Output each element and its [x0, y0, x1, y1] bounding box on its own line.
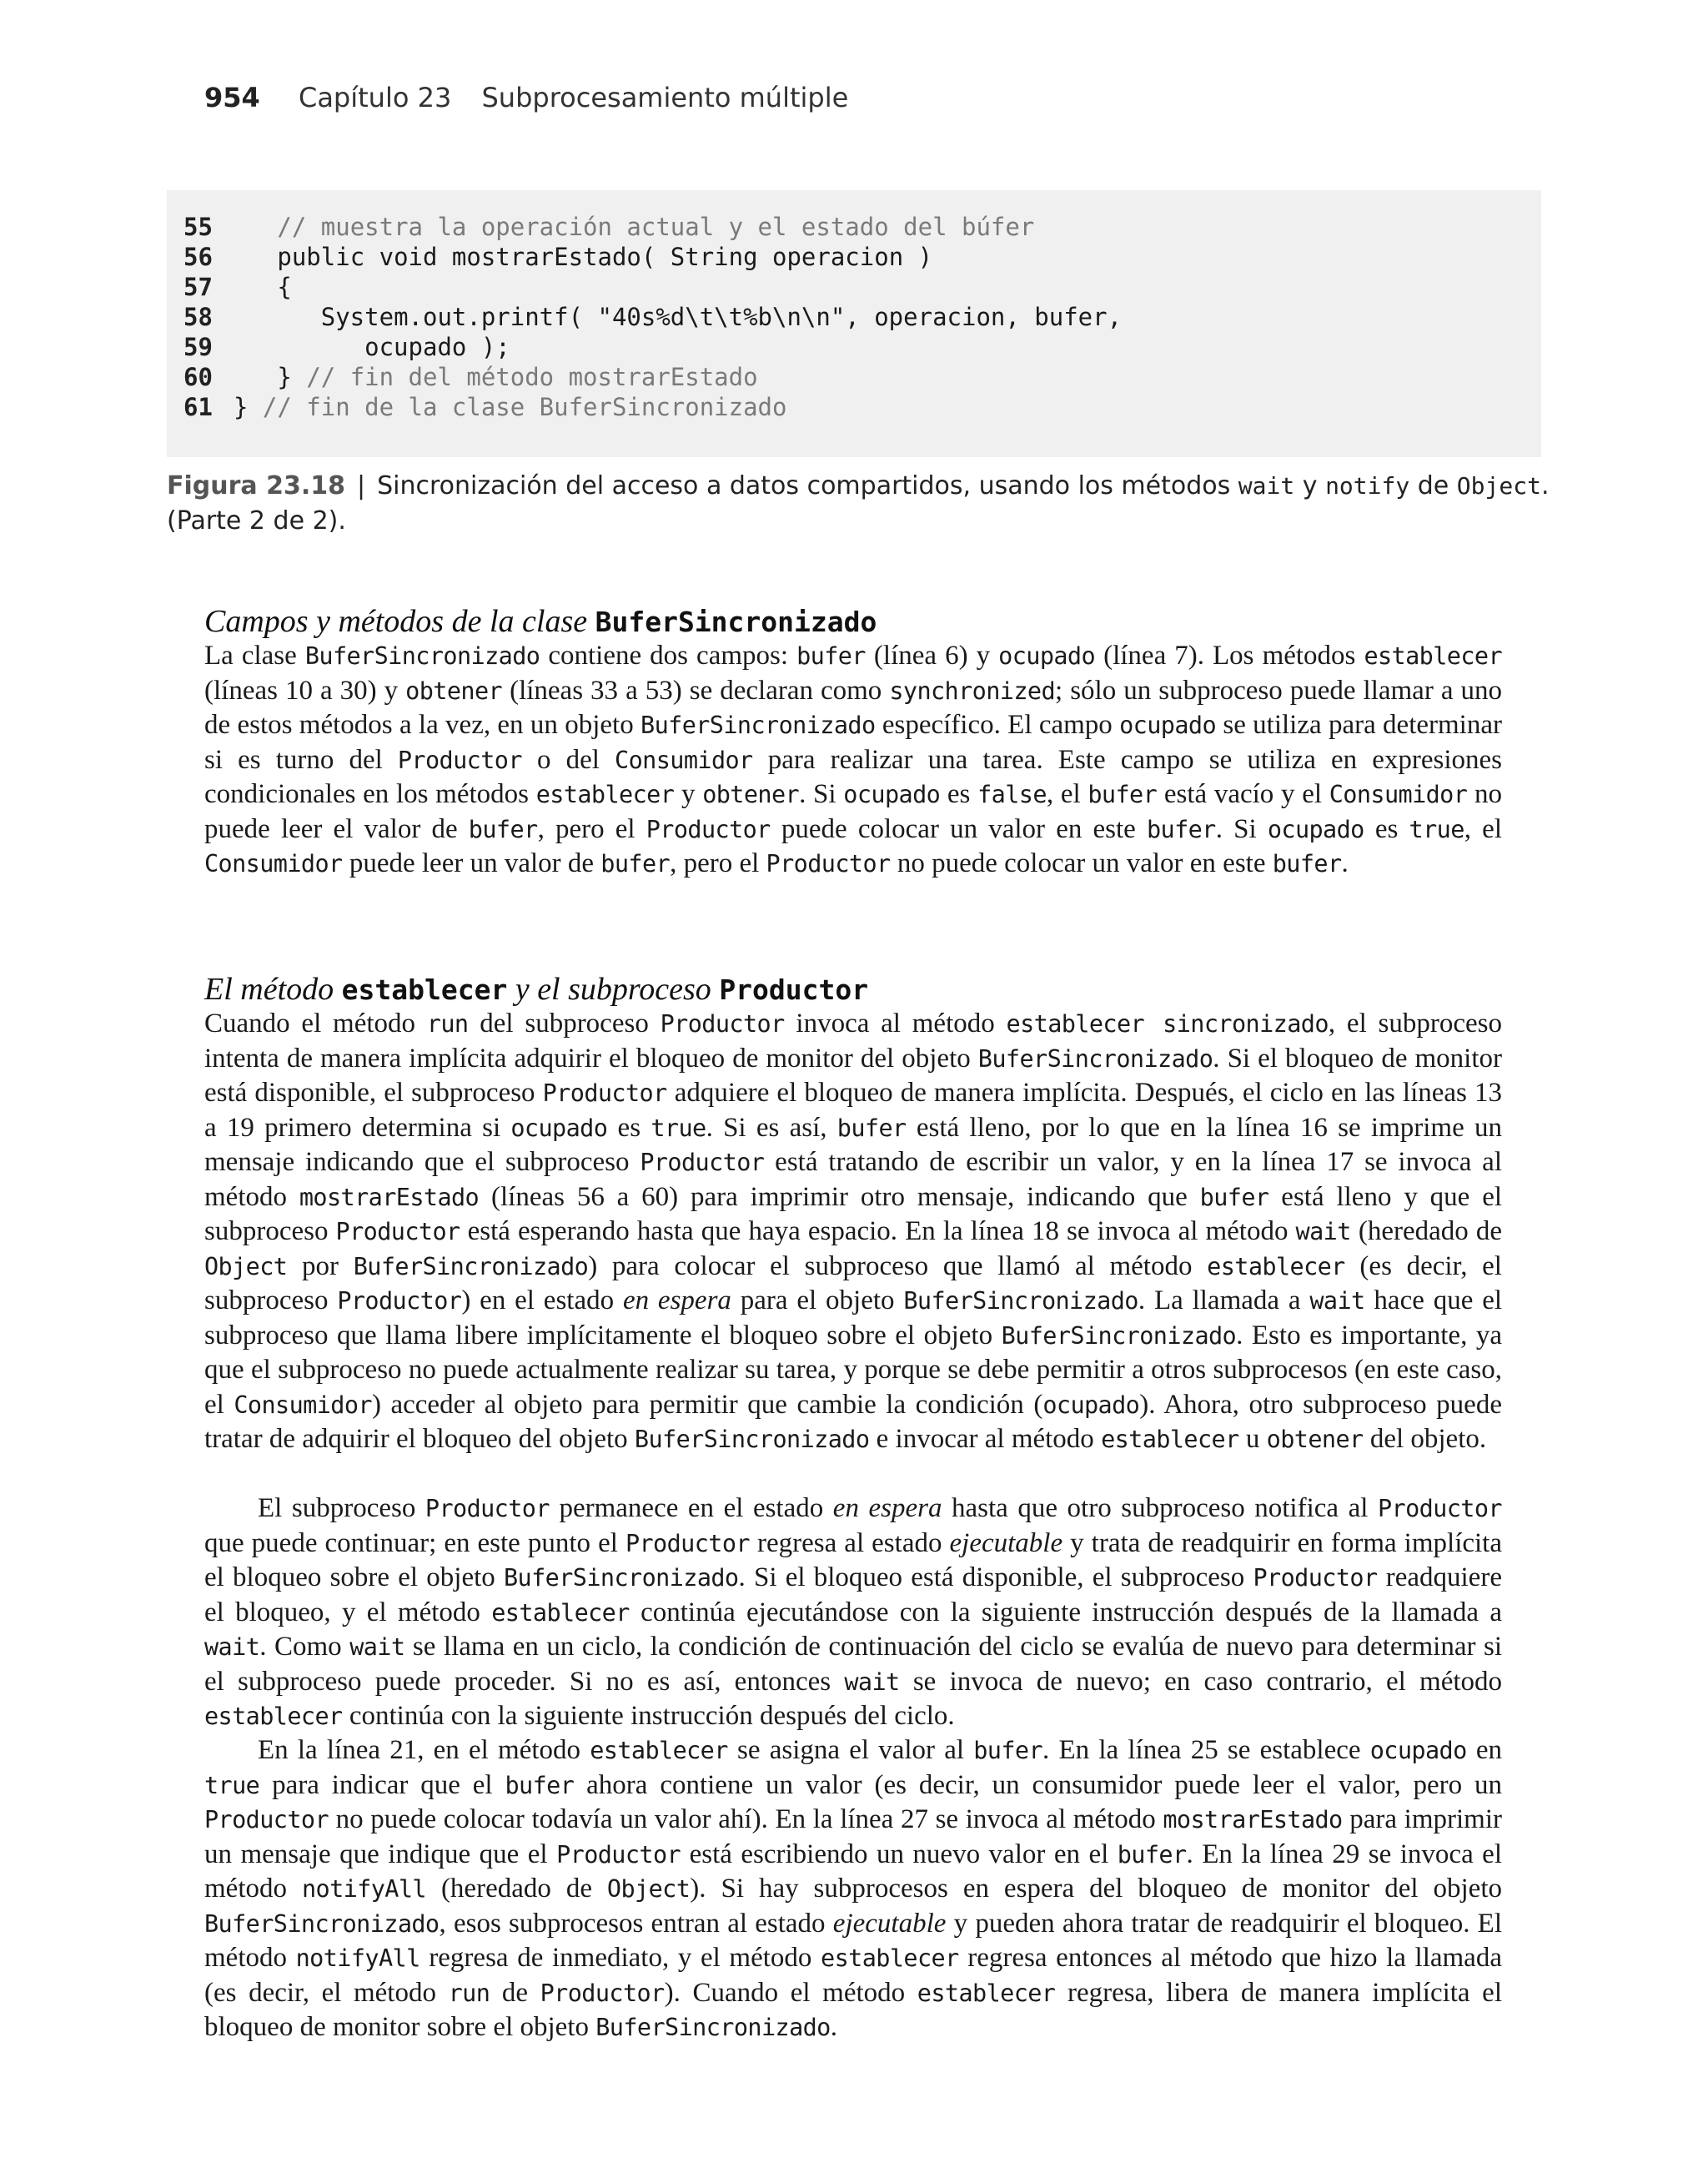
line-number: 55: [183, 213, 213, 241]
inline-code: Productor: [1377, 1495, 1502, 1522]
inline-code: ocupado: [1369, 1737, 1467, 1764]
code-comment: // muestra la operación actual y el estado del búfer: [277, 213, 1035, 241]
inline-code: Productor: [335, 1218, 460, 1245]
text-run: ahora contiene un valor (es decir, un consumidor puede leer el valor, pero un: [574, 1769, 1502, 1800]
inline-code: bufer: [796, 642, 866, 670]
inline-code: BuferSincronizado: [353, 1252, 589, 1280]
text-run: está vacío y el: [1157, 779, 1329, 809]
text-run: , pero el: [670, 848, 766, 878]
inline-code: establecer: [1207, 1252, 1345, 1280]
inline-code: obtener: [405, 677, 503, 705]
text-run: ) acceder al objeto para permitir que cambie la condición (: [371, 1389, 1043, 1420]
line-number: 60: [183, 363, 213, 391]
code-line: [183, 362, 758, 392]
text-run: . En la línea 25 se establece: [1042, 1735, 1370, 1765]
inline-code: Productor: [556, 1840, 681, 1869]
inline-code: Consumidor: [204, 850, 343, 878]
inline-code: ocupado: [510, 1114, 608, 1142]
text-run: . Si es así,: [706, 1112, 837, 1143]
text-run: . Como: [259, 1632, 350, 1662]
inline-code: Productor: [337, 1287, 462, 1315]
inline-code: mostrarEstado: [299, 1183, 480, 1211]
inline-code: run: [448, 1979, 490, 2007]
code-text: }: [277, 363, 307, 391]
line-number: 56: [183, 243, 213, 271]
text-run: no puede colocar un valor en este: [890, 848, 1273, 878]
text-run: no puede colocar todavía un valor ahí). En la línea 27 se invoca al método: [329, 1804, 1163, 1834]
text-run: se llama en un ciclo, la condición de continuación del ciclo se evalúa de nuevo para determinar si el subproceso puede proceder. Si no es así, entonces: [204, 1632, 1502, 1697]
paragraph-establecer-1: [204, 1007, 1502, 1457]
text-run: por: [287, 1250, 354, 1281]
text-run: e invocar al método: [869, 1424, 1102, 1454]
figure-label: Figura 23.18: [167, 471, 345, 500]
text-run: (líneas 56 a 60) para imprimir otro mensaje, indicando que: [479, 1181, 1200, 1212]
text-run: , el: [1046, 779, 1088, 809]
text-run: es: [1364, 813, 1409, 844]
text-run: . Esto es importante, ya que el subproceso no puede actualmente realizar su tarea, y porque se debe permitir a otros subprocesos (en este caso, el: [204, 1320, 1502, 1420]
code-line: [183, 332, 510, 362]
heading-code: Productor: [719, 973, 869, 1006]
inline-code: wait: [204, 1633, 260, 1661]
inline-code: bufer: [468, 815, 538, 843]
text-run: y: [674, 779, 703, 809]
inline-code: BuferSincronizado: [504, 1564, 739, 1592]
text-run: (líneas 10 a 30) y: [204, 675, 406, 706]
inline-code: bufer: [1272, 850, 1342, 878]
text-run: puede colocar un valor en este: [770, 813, 1147, 844]
inline-code: Productor: [424, 1495, 550, 1522]
line-number: 57: [183, 273, 213, 301]
chapter-label: Capítulo 23: [298, 82, 452, 113]
caption-text: . (Parte 2 de 2).: [167, 471, 1550, 536]
text-run: . La llamada a: [1138, 1285, 1310, 1315]
inline-code: mostrarEstado: [1163, 1806, 1343, 1833]
text-run: (heredado de: [1350, 1216, 1502, 1246]
text-run: no puede leer el valor de: [204, 779, 1503, 844]
text-run: contiene dos campos:: [540, 641, 797, 671]
text-run: de: [490, 1977, 540, 2008]
inline-code: Productor: [542, 1079, 667, 1107]
text-run: , esos subprocesos entran al estado: [439, 1908, 833, 1939]
code-listing: [167, 190, 1541, 457]
inline-code: bufer: [505, 1771, 575, 1799]
code-text: }: [234, 393, 263, 421]
inline-code: establecer: [1364, 642, 1503, 670]
inline-code: BuferSincronizado: [1001, 1321, 1237, 1350]
inline-code: Productor: [640, 1149, 765, 1176]
code-indent: [234, 363, 277, 391]
inline-code: false: [977, 781, 1047, 808]
inline-code: bufer: [1088, 781, 1158, 808]
text-run: está esperando hasta que haya espacio. En la línea 18 se invoca al método: [460, 1216, 1296, 1246]
inline-code: establecer: [917, 1979, 1056, 2007]
inline-code: bufer: [1199, 1183, 1269, 1211]
line-number: 61: [183, 393, 213, 421]
inline-code: notifyAll: [295, 1944, 420, 1972]
text-run: específico. El campo: [875, 710, 1120, 740]
inline-code: obtener: [702, 781, 800, 808]
line-number: 59: [183, 333, 213, 361]
inline-code: establecer: [204, 1703, 343, 1730]
text-run: . Si el bloqueo está disponible, el subproceso: [738, 1562, 1253, 1592]
inline-code: BuferSincronizado: [595, 2014, 831, 2041]
text-run: para imprimir un mensaje que indique que el: [204, 1804, 1502, 1869]
inline-code: ocupado: [843, 781, 941, 808]
code-text: ocupado );: [364, 333, 510, 361]
text-run: Cuando el método: [204, 1009, 427, 1039]
text-run: En la línea 21, en el método: [258, 1735, 590, 1765]
emphasis-text: ejecutable: [949, 1527, 1063, 1558]
text-run: (líneas 33 a 53) se declaran como: [502, 675, 890, 706]
text-run: (heredado de: [425, 1874, 607, 1904]
inline-code: establecer sincronizado: [1006, 1010, 1329, 1038]
line-number: 58: [183, 303, 213, 331]
text-run: (línea 6) y: [865, 641, 999, 671]
code-text: System.out.printf( "40s%d\t\t%b\n\n", operacion, bufer,: [320, 303, 1123, 331]
text-run: está lleno y que el subproceso: [204, 1181, 1503, 1246]
chapter-title: Subprocesamiento múltiple: [481, 82, 849, 113]
text-run: regresa, libera de manera implícita el bloqueo de monitor sobre el objeto: [204, 1977, 1502, 2042]
inline-code: Object: [606, 1875, 691, 1903]
inline-code: Object: [204, 1252, 288, 1280]
text-run: y pueden ahora tratar de readquirir el bloqueo. El método: [204, 1908, 1503, 1973]
inline-code: BuferSincronizado: [634, 1426, 870, 1453]
code-indent: [234, 273, 277, 301]
inline-code: BuferSincronizado: [640, 712, 876, 739]
text-run: está tratando de escribir un valor, y en la línea 17 se invoca al método: [204, 1147, 1502, 1212]
emphasis-text: ejecutable: [832, 1908, 947, 1939]
text-run: se invoca de nuevo; en caso contrario, el método: [899, 1666, 1503, 1697]
inline-code: BuferSincronizado: [304, 642, 540, 670]
inline-code: bufer: [836, 1114, 907, 1142]
text-run: , el subproceso intenta de manera implícita adquirir el bloqueo de monitor del objeto: [204, 1009, 1502, 1074]
text-run: invoca al método: [784, 1009, 1007, 1039]
inline-code: establecer: [1101, 1426, 1239, 1453]
text-run: ; sólo un subproceso puede llamar a uno de estos métodos a la vez, en un objeto: [204, 675, 1502, 740]
code-line: [183, 392, 786, 422]
code-line: [183, 212, 1034, 242]
code-indent: [234, 243, 277, 271]
text-run: . Si: [799, 779, 844, 809]
page-number: 954: [204, 82, 260, 113]
inline-code: true: [204, 1771, 260, 1799]
text-run: continúa ejecutándose con la siguiente instrucción después de la llamada a: [629, 1597, 1502, 1627]
text-run: se utiliza para determinar si es turno del: [204, 710, 1502, 775]
text-run: .: [830, 2012, 837, 2042]
inline-code: Productor: [1253, 1564, 1378, 1592]
text-run: está lleno, por lo que en la línea 16 se imprime un mensaje indicando que el subproceso: [204, 1112, 1502, 1177]
text-run: del subproceso: [468, 1009, 661, 1039]
inline-code: Consumidor: [1329, 781, 1468, 808]
inline-code: bufer: [973, 1737, 1043, 1764]
text-run: hace que el subproceso que llama libere implícitamente el bloqueo sobre el objeto: [204, 1285, 1503, 1351]
inline-code: synchronized: [889, 677, 1056, 705]
inline-code: BuferSincronizado: [903, 1287, 1138, 1315]
inline-code: Consumidor: [234, 1391, 372, 1419]
text-run: ) en el estado: [461, 1285, 623, 1315]
code-indent: [234, 333, 364, 361]
code-line: [183, 242, 932, 272]
inline-code: Consumidor: [615, 746, 753, 774]
inline-code: notifyAll: [301, 1875, 426, 1903]
inline-code: Productor: [766, 850, 891, 878]
inline-code: bufer: [1146, 815, 1216, 843]
inline-code: establecer: [491, 1598, 630, 1627]
text-run: permanece en el estado: [549, 1493, 833, 1523]
text-run: está escribiendo un nuevo valor en el: [681, 1838, 1118, 1869]
heading-text: y el subproceso: [507, 972, 720, 1007]
inline-code: ocupado: [998, 642, 1096, 670]
heading-text: El método: [204, 972, 342, 1007]
inline-code: Productor: [646, 815, 771, 843]
code-text: {: [277, 273, 292, 301]
text-run: ) para colocar el subproceso que llamó al método: [588, 1250, 1208, 1281]
text-run: .: [1341, 848, 1349, 878]
code-indent: [234, 303, 321, 331]
inline-code: wait: [1295, 1218, 1351, 1245]
code-line: [183, 272, 292, 302]
caption-code: Object: [1456, 472, 1541, 500]
text-run: se asigna el valor al: [727, 1735, 974, 1765]
text-run: regresa al estado: [749, 1527, 950, 1558]
text-run: que puede continuar; en este punto el: [204, 1527, 625, 1558]
code-line: [183, 302, 1122, 332]
inline-code: Productor: [660, 1010, 785, 1038]
text-run: es: [607, 1112, 651, 1143]
page-header: [204, 82, 848, 113]
inline-code: establecer: [821, 1944, 959, 1972]
text-run: El subproceso: [258, 1493, 425, 1523]
inline-code: Productor: [204, 1806, 329, 1833]
inline-code: ocupado: [1042, 1391, 1140, 1419]
section-heading-establecer: [204, 972, 868, 1008]
text-run: . Si el bloqueo de monitor está disponible, el subproceso: [204, 1043, 1503, 1108]
inline-code: establecer: [535, 781, 675, 808]
inline-code: wait: [349, 1633, 405, 1661]
text-run: es: [940, 779, 978, 809]
text-run: y trata de readquirir en forma implícita el bloqueo sobre el objeto: [204, 1527, 1502, 1592]
inline-code: true: [651, 1114, 706, 1142]
section-heading-campos: [204, 604, 877, 640]
emphasis-text: en espera: [832, 1493, 942, 1523]
text-run: para el objeto: [731, 1285, 904, 1315]
heading-text: Campos y métodos de la clase: [204, 604, 595, 639]
figure-caption: [167, 469, 1551, 539]
text-run: para realizar una tarea. Este campo se utiliza en expresiones condicionales en los métodos: [204, 744, 1502, 809]
text-run: o del: [521, 744, 615, 775]
inline-code: Productor: [625, 1529, 750, 1557]
text-run: La clase: [204, 641, 305, 671]
caption-text: Sincronización del acceso a datos compartidos, usando los métodos: [377, 471, 1238, 500]
text-run: regresa entonces al método que hizo la llamada (es decir, el método: [204, 1943, 1502, 2008]
inline-code: run: [426, 1010, 469, 1038]
text-run: puede leer un valor de: [342, 848, 601, 878]
code-comment: // fin del método mostrarEstado: [306, 363, 758, 391]
emphasis-text: en espera: [622, 1285, 731, 1315]
caption-text: y: [1294, 471, 1326, 500]
inline-code: bufer: [1117, 1840, 1187, 1869]
text-run: (línea 7). Los métodos: [1095, 641, 1364, 671]
text-run: regresa de inmediato, y el método: [419, 1943, 821, 1973]
heading-code: establecer: [341, 973, 508, 1006]
inline-code: ocupado: [1267, 815, 1364, 843]
inline-code: BuferSincronizado: [204, 1909, 440, 1938]
text-run: . En la línea 29 se invoca el método: [204, 1838, 1503, 1904]
paragraph-establecer-3: [204, 1733, 1502, 2045]
text-run: adquiere el bloqueo de manera implícita. Después, el ciclo en las líneas 13 a 19 primero determina si: [204, 1078, 1502, 1143]
text-run: u: [1238, 1424, 1267, 1454]
paragraph-campos: [204, 639, 1502, 882]
code-indent: [234, 213, 277, 241]
text-run: para indicar que el: [259, 1769, 505, 1800]
text-run: , el: [1464, 813, 1502, 844]
inline-code: bufer: [600, 850, 671, 878]
text-run: readquiere el bloqueo, y el método: [204, 1562, 1502, 1627]
caption-code: notify: [1325, 472, 1410, 500]
inline-code: Productor: [540, 1979, 665, 2007]
inline-code: wait: [1309, 1287, 1365, 1315]
inline-code: establecer: [590, 1737, 728, 1764]
paragraph-establecer-2: [204, 1491, 1502, 1734]
inline-code: ocupado: [1119, 712, 1217, 739]
text-run: hasta que otro subproceso notifica al: [942, 1493, 1378, 1523]
caption-text: de: [1409, 471, 1457, 500]
caption-code: wait: [1238, 472, 1295, 500]
text-run: (es decir, el subproceso: [204, 1250, 1502, 1315]
text-run: en: [1466, 1735, 1502, 1765]
inline-code: true: [1409, 815, 1464, 843]
inline-code: Productor: [397, 746, 522, 774]
inline-code: wait: [844, 1667, 900, 1696]
text-run: ). Ahora, otro subproceso puede tratar de adquirir el bloqueo del objeto: [204, 1389, 1502, 1454]
text-run: ). Si hay subprocesos en espera del bloqueo de monitor del objeto: [690, 1874, 1502, 1904]
text-run: ). Cuando el método: [664, 1977, 917, 2008]
caption-separator: |: [356, 471, 366, 500]
text-run: . Si: [1215, 813, 1268, 844]
inline-code: obtener: [1266, 1426, 1364, 1453]
text-run: continúa con la siguiente instrucción después del ciclo.: [342, 1701, 955, 1731]
code-comment: // fin de la clase BuferSincronizado: [262, 393, 787, 421]
code-text: public void mostrarEstado( String operacion ): [277, 243, 933, 271]
heading-code: BuferSincronizado: [595, 606, 877, 638]
text-run: , pero el: [537, 813, 646, 844]
inline-code: BuferSincronizado: [977, 1044, 1213, 1073]
text-run: del objeto.: [1363, 1424, 1487, 1454]
